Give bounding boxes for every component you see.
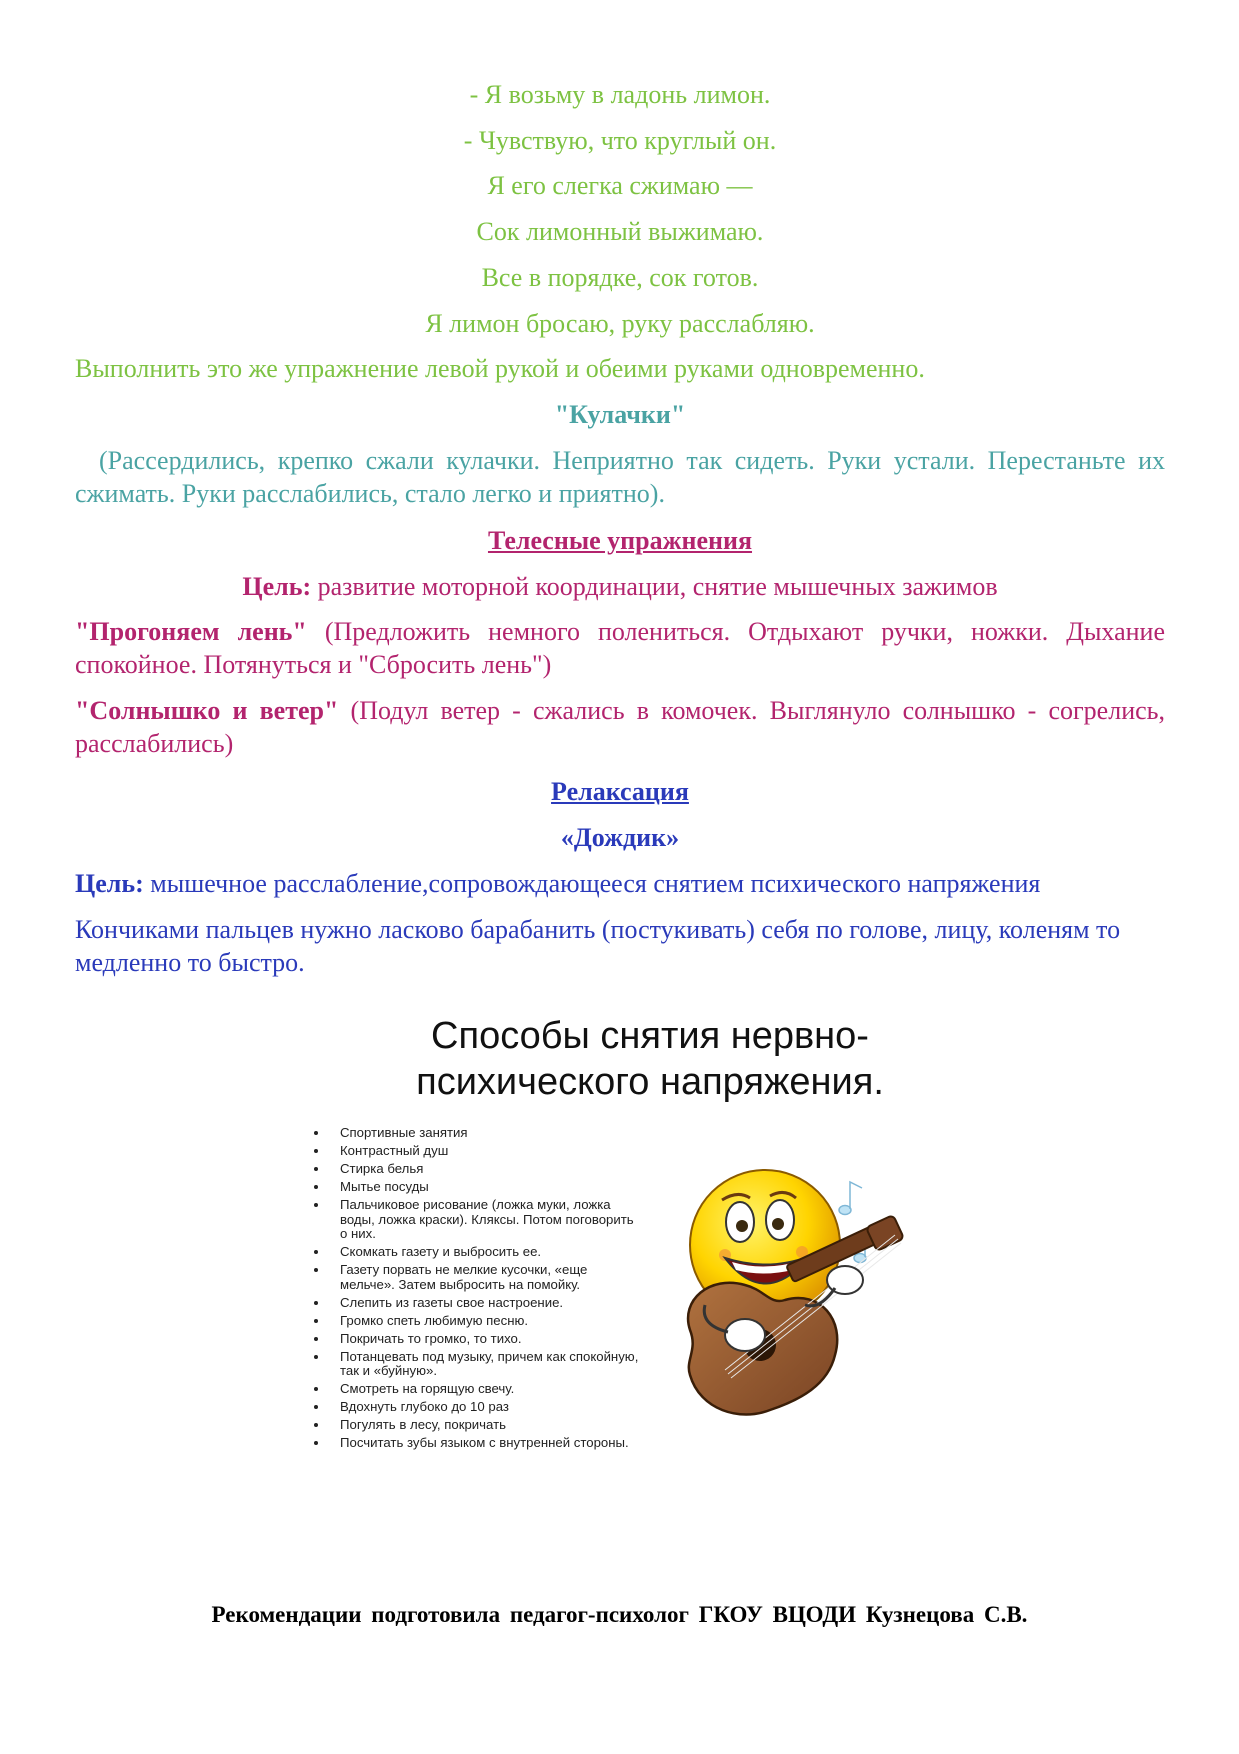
slide-title-line-2: психического напряжения. (416, 1061, 884, 1103)
exercise-lazy-text: (Предложить немного полениться. Отдыхают ручки, ножки. Дыхание спокойное. Потянуться и "Сбросить лень") (75, 617, 1165, 679)
slide-title-line-1: Способы снятия нервно- (431, 1015, 869, 1057)
list-item: Газету порвать не мелкие кусочки, «еще мельче». Затем выбросить на помойку. (314, 1263, 644, 1292)
list-item: Стирка белья (314, 1162, 644, 1177)
exercise-sun-wind-title: "Солнышко и ветер" (75, 696, 339, 725)
poem-line-6: Я лимон бросаю, руку расслабляю. (425, 309, 815, 338)
smiley-guitar-icon (670, 1160, 930, 1450)
exercise-lazy-title: "Прогоняем лень" (75, 617, 307, 646)
relaxation-heading: Релаксация (551, 777, 689, 806)
list-item: Посчитать зубы языком с внутренней стороны. (314, 1436, 644, 1451)
list-item: Скомкать газету и выбросить ее. (314, 1245, 644, 1260)
poem-line-4: Сок лимонный выжимаю. (476, 217, 764, 246)
methods-list (314, 1126, 644, 1454)
list-item: Контрастный душ (314, 1144, 644, 1159)
list-item: Пальчиковое рисование (ложка муки, ложка воды, ложка краски). Кляксы. Потом поговорить о них. (314, 1198, 644, 1242)
kulachki-title: "Кулачки" (554, 400, 686, 429)
list-item: Громко спеть любимую песню. (314, 1314, 644, 1329)
list-item: Погулять в лесу, покричать (314, 1418, 644, 1433)
list-item: Вдохнуть глубоко до 10 раз (314, 1400, 644, 1415)
body-exercises-goal (75, 570, 1165, 603)
relaxation-goal (75, 867, 1165, 900)
repeat-instruction: Выполнить это же упражнение левой рукой и обеими руками одновременно. (75, 354, 925, 383)
poem-line-2: - Чувствую, что круглый он. (463, 126, 777, 155)
list-item: Слепить из газеты свое настроение. (314, 1296, 644, 1311)
body-exercises-heading: Телесные упражнения (487, 526, 753, 555)
kulachki-text: (Рассердились, крепко сжали кулачки. Неприятно так сидеть. Руки устали. Перестаньте их сжимать. Руки расслабились, стало легко и приятно). (75, 446, 1165, 508)
list-item: Мытье посуды (314, 1180, 644, 1195)
goal-label: Цель: (242, 572, 312, 601)
exercise-lazy (75, 615, 1165, 681)
exercise-sun-wind (75, 694, 1165, 760)
list-item: Спортивные занятия (314, 1126, 644, 1141)
slide-title (300, 1013, 1000, 1105)
author-footer: Рекомендации подготовила педагог-психолог ГКОУ ВЦОДИ Кузнецова С.В. (211, 1602, 1028, 1627)
goal-text: развитие моторной координации, снятие мышечных зажимов (311, 572, 998, 601)
relaxation-instruction: Кончиками пальцев нужно ласково барабанить (постукивать) себя по голове, лицу, коленям то медленно то быстро. (75, 915, 1121, 977)
relaxation-title: «Дождик» (560, 823, 680, 852)
relaxation-goal-text: мышечное расслабление,сопровождающееся снятием психического напряжения (143, 869, 1041, 898)
poem-line-5: Все в порядке, сок готов. (481, 263, 759, 292)
list-item: Потанцевать под музыку, причем как спокойную, так и «буйную». (314, 1350, 644, 1379)
relaxation-goal-label: Цель: (75, 869, 144, 898)
exercise-sun-wind-text: (Подул ветер - сжались в комочек. Выглянуло солнышко - согрелись, расслабились) (75, 696, 1166, 758)
list-item: Смотреть на горящую свечу. (314, 1382, 644, 1397)
poem-line-1: - Я возьму в ладонь лимон. (469, 80, 771, 109)
poem-line-3: Я его слегка сжимаю — (487, 171, 753, 200)
list-item: Покричать то громко, то тихо. (314, 1332, 644, 1347)
